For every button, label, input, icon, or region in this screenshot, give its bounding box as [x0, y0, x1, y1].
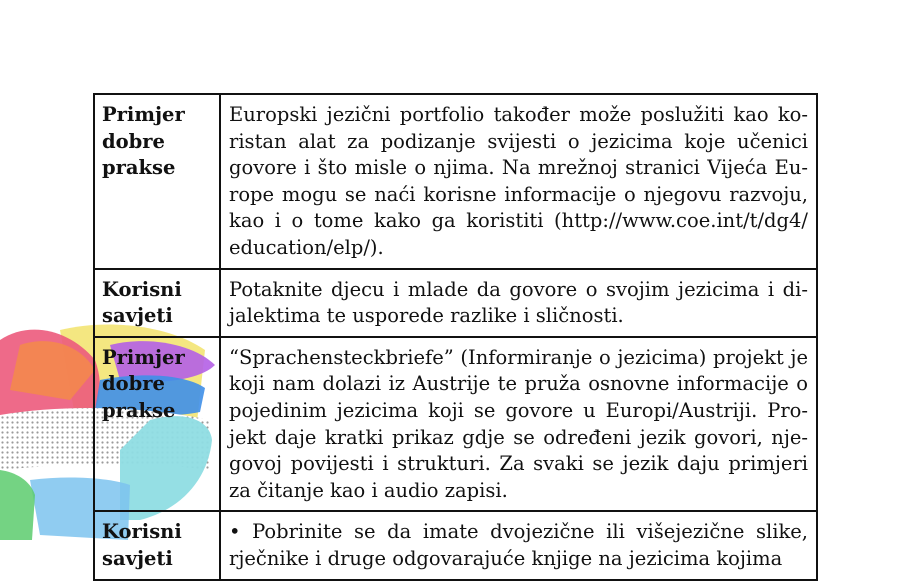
- text-line: kao i o tome kako ga koristiti (http://www.coe.int/t/dg4/: [229, 209, 808, 233]
- text-line: rope mogu se naći korisne informacije o njegovu razvoju,: [229, 182, 808, 206]
- text-line: govore i što misle o njima. Na mrežnoj stranici Vijeća Eu-: [229, 156, 808, 180]
- text-line: jekt daje kratki prikaz gdje se određeni jezik govori, nje-: [229, 425, 808, 449]
- text-line: koji nam dolazi iz Austrije te pruža osnovne informacije o: [229, 372, 808, 396]
- text-line: “Sprachensteckbriefe” (Informiranje o jezicima) projekt je: [229, 345, 808, 369]
- row-label: Korisni savjeti: [94, 269, 220, 337]
- row-text: [220, 511, 817, 579]
- row-label: Primjer dobre prakse: [94, 337, 220, 512]
- deco-green-shape: [0, 470, 35, 540]
- text-line: ristan alat za podizanje svijesti o jezicima koje učenici: [229, 129, 808, 153]
- table-row: [94, 337, 817, 512]
- text-line: za čitanje kao i audio zapisi.: [229, 478, 508, 502]
- row-text: [220, 269, 817, 337]
- text-line: • Pobrinite se da imate dvojezične ili višejezične slike,: [229, 520, 808, 544]
- table-row: [94, 269, 817, 337]
- info-table: [93, 93, 818, 581]
- text-line: rječnike i druge odgovarajuće knjige na jezicima kojima: [229, 546, 783, 570]
- row-label: Primjer dobre prakse: [94, 94, 220, 269]
- text-line: Potaknite djecu i mlade da govore o svojim jezicima i di-: [229, 277, 808, 301]
- row-label: Korisni savjeti: [94, 511, 220, 579]
- text-line: education/elp/).: [229, 235, 384, 259]
- text-line: govoj povijesti i strukturi. Za svaki se jezik daju primjeri: [229, 452, 808, 476]
- text-line: Europski jezični portfolio također može poslužiti kao ko-: [229, 103, 808, 126]
- table-row: [94, 94, 817, 269]
- row-text: [220, 94, 817, 269]
- row-text: [220, 337, 817, 512]
- text-line: jalektima te usporede razlike i sličnosti.: [229, 304, 624, 328]
- text-line: pojedinim jezicima koji se govore u Europi/Austriji. Pro-: [229, 398, 808, 422]
- table-row: [94, 511, 817, 579]
